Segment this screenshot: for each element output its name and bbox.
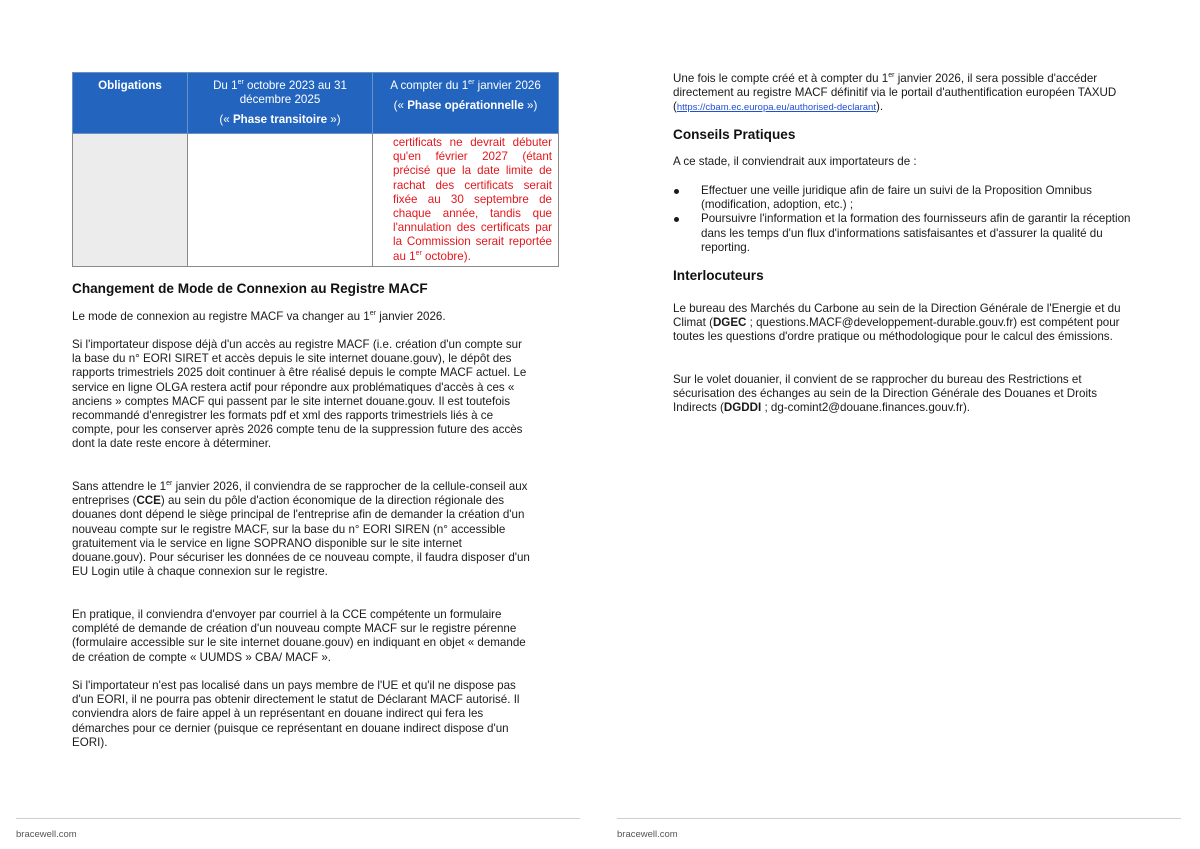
table-cell-obligation [73, 134, 188, 267]
advice-list [673, 184, 1131, 255]
paragraph-conseils-intro: A ce stade, il conviendrait aux importateurs de : [673, 155, 917, 168]
table-cell-operational: certificats ne devrait débuter qu'en février 2027 (étant précisé que la date limite de rachat des certificats serait fixée au 30 septembre de chaque année, tandis que l'annulation des certificats par la Commission serait reportée au 1er octobre). [373, 134, 559, 267]
paragraph-dgec: Le bureau des Marchés du Carbone au sein de la Direction Générale de l'Energie et du Climat (DGEC ; questions.MACF@developpement-durable.gouv.fr) est compétent pour toutes les questions d'ordre pratique ou méthodologique pour le calcul des émissions. [673, 302, 1121, 344]
header-operational-phase: A compter du 1er janvier 2026 (« Phase opérationnelle ») [373, 73, 559, 134]
obligations-table [72, 72, 559, 267]
paragraph-in-practice: En pratique, il conviendra d'envoyer par courriel à la CCE compétente un formulaire complété de demande de création d'un nouveau compte MACF sur le registre pérenne (formulaire accessible sur le site internet douane.gouv) en indiquant en objet « demande de création de compte « UUMDS » CBA/ MACF ». [72, 608, 526, 664]
header-obligations: Obligations [73, 73, 188, 134]
list-item: Effectuer une veille juridique afin de faire un suivi de la Proposition Omnibus (modification, adoption, etc.) ; [673, 184, 1131, 212]
paragraph-intro: Le mode de connexion au registre MACF va changer au 1er janvier 2026. [72, 310, 446, 323]
bullet-icon [674, 217, 679, 222]
section-title-conseils: Conseils Pratiques [673, 127, 796, 142]
section-title-connexion: Changement de Mode de Connexion au Registre MACF [72, 281, 428, 296]
footer-divider-right [617, 818, 1181, 819]
header-transition-phase: Du 1er octobre 2023 au 31 décembre 2025 (« Phase transitoire ») [188, 73, 373, 134]
paragraph-new-account: Sans attendre le 1er janvier 2026, il conviendra de se rapprocher de la cellule-conseil aux entreprises (CCE) au sein du pôle d'action économique de la direction régionale des douanes dont dépend le siège principal de l'entreprise afin de demander la création d'un nouveau compte sur le registre MACF, sur la base du n° EORI SIREN (n° accessible gratuitement via le service en ligne SOPRANO disponible sur le site internet douane.gouv). Pour sécuriser les données de ce nouveau compte, il faudra disposer d'un EU Login utile à chaque connexion sur le registre. [72, 480, 530, 579]
table-header-row [73, 73, 559, 134]
bullet-icon [674, 189, 679, 194]
section-title-interlocuteurs: Interlocuteurs [673, 268, 764, 283]
paragraph-dgddi: Sur le volet douanier, il convient de se rapprocher du bureau des Restrictions et sécurisation des échanges au sein de la Direction Générale des Douanes et Droits Indirects (DGDDI ; dg-comint2@douane.finances.gouv.fr). [673, 373, 1098, 415]
taxud-portal-link[interactable]: https://cbam.ec.europa.eu/authorised-declarant [676, 102, 876, 114]
table-row [73, 134, 559, 267]
list-item: Poursuivre l'information et la formation des fournisseurs afin de garantir la réception dans les temps d'un flux d'informations satisfaisantes et d'assurer la qualité du reporting. [673, 212, 1131, 255]
paragraph-taxud-access: Une fois le compte créé et à compter du 1er janvier 2026, il sera possible d'accéder directement au registre MACF définitif via le portail d'authentification européen TAXUD (https://cbam.ec.europa.eu/authorised-declarant). [673, 72, 1117, 114]
footer-website-right: bracewell.com [617, 829, 678, 840]
paragraph-non-eu-importer: Si l'importateur n'est pas localisé dans un pays membre de l'UE et qu'il ne dispose pas d'un EORI, il ne pourra pas obtenir directement le statut de Déclarant MACF autorisé. Il conviendra alors de faire appel à un représentant en douane indirect qui fera les démarches pour ce dernier (puisque ce représentant en douane indirect dispose d'un EORI). [72, 679, 520, 749]
paragraph-existing-access: Si l'importateur dispose déjà d'un accès au registre MACF (i.e. création d'un compte sur la base du n° EORI SIRET et accès depuis le site internet douane.gouv), le dépôt des rapports trimestriels 2025 doit continuer à être réalisé depuis le compte MACF actuel. Le service en ligne OLGA restera actif pour répondre aux problématiques d'accès à ces « anciens » comptes MACF qui passent par le site internet douane.gouv. Il est toutefois recommandé d'enregistrer les formats pdf et xml des rapports trimestriels liés à ce compte, pour les conserver après 2026 compte tenu de la suppression future des accès dont la date reste encore à déterminer. [72, 338, 527, 451]
table-cell-transition [188, 134, 373, 267]
footer-divider-left [16, 818, 580, 819]
footer-website-left: bracewell.com [16, 829, 77, 840]
